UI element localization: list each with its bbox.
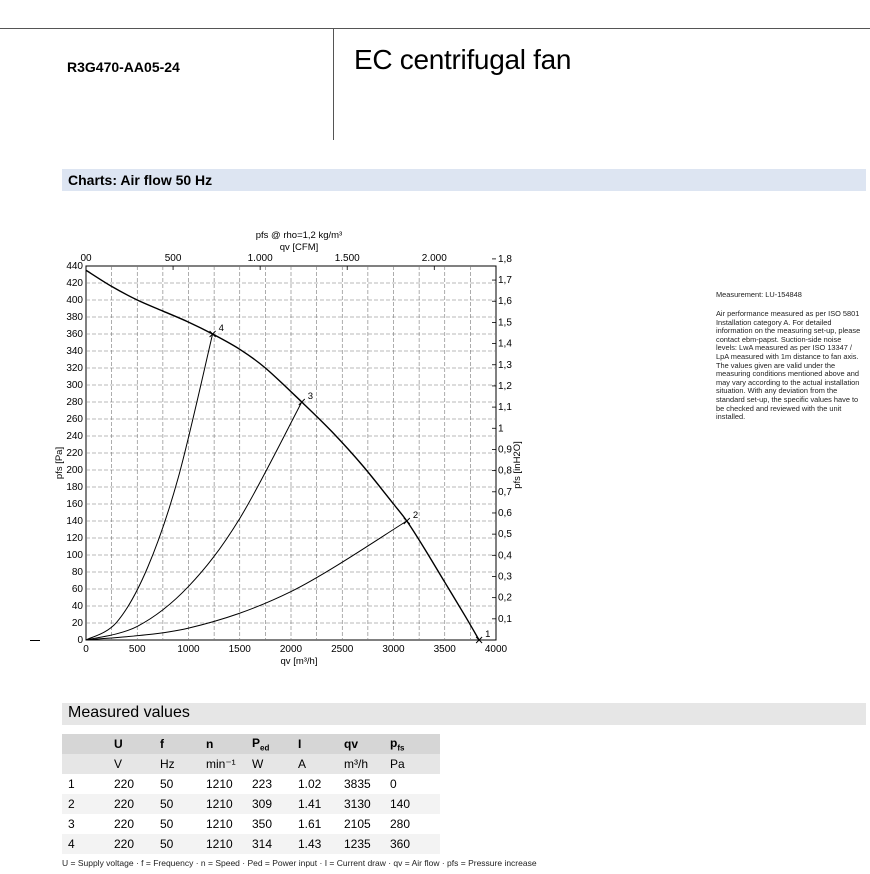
table-cell: [154, 774, 200, 794]
cell-text: W: [252, 757, 264, 771]
table-cell: [108, 814, 154, 834]
operating-point-label: 4: [218, 323, 224, 334]
right-tick-label: 0,2: [498, 592, 512, 604]
y-tick-label: 320: [66, 363, 83, 374]
y-tick-label: 160: [66, 499, 83, 510]
right-tick-label: 0,6: [498, 507, 512, 519]
y-tick-label: 120: [66, 533, 83, 544]
table-legend: U = Supply voltage · f = Frequency · n = Speed · Ped = Power input · I = Current draw · qv = Air flow · pfs = Pressure increase: [62, 858, 537, 868]
cell-text: 223: [252, 777, 273, 791]
cell-text: 220: [114, 817, 135, 831]
cell-text: 3: [68, 817, 75, 831]
table-cell: [292, 794, 338, 814]
cell-text: 50: [160, 837, 174, 851]
right-tick-label: 0,5: [498, 529, 512, 541]
table-cell: [200, 774, 246, 794]
cell-subscript: fs: [397, 743, 405, 753]
cell-text: 50: [160, 817, 174, 831]
right-tick-label: 1,1: [498, 402, 512, 414]
table-cell: [62, 834, 108, 854]
table-cell: [108, 774, 154, 794]
y-tick-label: 260: [66, 414, 83, 425]
right-tick-label: 0,4: [498, 550, 512, 562]
table-cell: [338, 754, 384, 774]
y-tick-label: 300: [66, 380, 83, 391]
measured-values-table: [62, 734, 440, 854]
note-line: information on the measuring set-up, please: [716, 326, 861, 336]
table-cell: [338, 814, 384, 834]
x-tick-label: 2000: [279, 644, 303, 655]
table-cell: [108, 794, 154, 814]
note-line: installed.: [716, 412, 746, 422]
table-cell: [292, 834, 338, 854]
table-cell: [246, 834, 292, 854]
note-line: be checked and reviewed with the unit: [716, 403, 842, 413]
y-tick-label: 400: [66, 295, 83, 306]
table-cell: [200, 734, 246, 754]
operating-point-label: 1: [485, 629, 491, 640]
top-tick-label: 500: [164, 253, 182, 264]
y-tick-label: 180: [66, 482, 83, 493]
cell-subscript: ed: [260, 743, 270, 753]
model-number: R3G470-AA05-24: [67, 59, 180, 75]
cell-text: 1210: [206, 797, 233, 811]
cell-text: V: [114, 757, 123, 771]
right-tick-label: 1,8: [498, 253, 512, 265]
table-cell: [62, 774, 108, 794]
cell-text: P: [252, 735, 261, 750]
cell-text: f: [160, 737, 164, 751]
cell-text: 1235: [344, 837, 371, 851]
cell-text: 350: [252, 817, 273, 831]
air-flow-chart: [0, 210, 560, 670]
x-tick-label: 0: [83, 644, 89, 655]
table-cell: [246, 754, 292, 774]
table-cell: [246, 794, 292, 814]
right-tick-label: 0,7: [498, 486, 512, 498]
cell-text: 314: [252, 837, 273, 851]
table-cell: [154, 754, 200, 774]
x-tick-label: 1500: [228, 644, 251, 655]
right-tick-label: 0,3: [498, 571, 512, 583]
cell-text: 1: [68, 777, 75, 791]
y-tick-label: 60: [71, 584, 83, 595]
measurement-id: Measurement: LU-154848: [716, 290, 802, 299]
y-tick-label: 380: [66, 312, 83, 323]
top-tick-label: 1.500: [334, 253, 360, 264]
right-tick-label: 1,6: [498, 296, 512, 308]
operating-point-label: 2: [412, 510, 419, 521]
x-tick-label: 3500: [433, 644, 456, 655]
x-axis-title: qv [m³/h]: [280, 656, 318, 667]
cell-text: 1210: [206, 777, 233, 791]
note-line: The values given are valid under the: [716, 360, 836, 370]
x-tick-label: 1000: [177, 644, 200, 655]
note-line: may vary according to the actual installation: [716, 377, 860, 387]
cell-text: p: [390, 735, 398, 750]
top-tick-label: 00: [80, 253, 92, 264]
table-row: [62, 814, 440, 834]
top-tick-label: 2.000: [421, 253, 447, 264]
table-cell: [200, 834, 246, 854]
product-title: EC centrifugal fan: [354, 44, 572, 75]
table-cell: [62, 814, 108, 834]
cell-text: 1.61: [298, 817, 322, 831]
cell-text: 1.43: [298, 837, 322, 851]
table-cell: [154, 794, 200, 814]
table-cell: [200, 814, 246, 834]
cell-text: 0: [390, 777, 397, 791]
right-axis-title: pfs [inH2O]: [512, 441, 523, 489]
right-tick-label: 1: [498, 423, 504, 435]
header-divider: [333, 28, 334, 140]
cell-text: 309: [252, 797, 273, 811]
right-tick-label: 0,9: [498, 444, 512, 456]
table-cell: [246, 774, 292, 794]
note-line: contact ebm-papst. Suction-side noise: [716, 334, 842, 344]
top-tick-label: 1.000: [247, 253, 273, 264]
cell-text: 3835: [344, 777, 371, 791]
measured-section-bar: [62, 703, 866, 725]
table-row: [62, 794, 440, 814]
table-row: [62, 834, 440, 854]
fan-curve: [86, 270, 479, 640]
charts-section-bar: [62, 169, 866, 191]
cell-text: A: [298, 757, 307, 771]
header-rule: [0, 28, 870, 29]
y-tick-label: 140: [66, 516, 83, 527]
chart-title: pfs @ rho=1,2 kg/m³: [255, 230, 343, 241]
table-cell: [338, 794, 384, 814]
y-tick-label: 200: [66, 465, 83, 476]
operating-point-label: 3: [307, 391, 314, 402]
table-cell: [384, 794, 440, 814]
cell-text: qv: [344, 737, 359, 751]
table-cell: [108, 734, 154, 754]
cell-text: Hz: [160, 757, 175, 771]
cell-text: I: [298, 737, 302, 751]
right-tick-label: 1,3: [498, 359, 512, 371]
cell-text: min⁻¹: [206, 757, 236, 771]
table-cell: [154, 734, 200, 754]
cell-text: 1.41: [298, 797, 322, 811]
table-cell: [384, 814, 440, 834]
y-tick-label: 40: [71, 601, 83, 612]
cell-text: Pa: [390, 757, 405, 771]
y-tick-label: 80: [71, 567, 83, 578]
cell-text: 220: [114, 777, 135, 791]
measured-section-title: Measured values: [68, 704, 190, 721]
table-cell: [384, 834, 440, 854]
cell-text: 50: [160, 797, 174, 811]
y-tick-label: 0: [77, 635, 83, 646]
cell-text: 140: [390, 797, 411, 811]
table-cell: [108, 834, 154, 854]
x-tick-label: 3000: [382, 644, 405, 655]
x-tick-label: 4000: [484, 644, 508, 655]
note-line: measuring conditions mentioned above and: [716, 369, 859, 379]
cell-text: 220: [114, 797, 135, 811]
margin-mark: [30, 640, 40, 641]
table-cell: [246, 814, 292, 834]
right-tick-label: 0,1: [498, 613, 512, 625]
table-cell: [154, 834, 200, 854]
cell-text: m³/h: [344, 757, 368, 771]
cell-text: 2105: [344, 817, 371, 831]
table-cell: [292, 814, 338, 834]
table-cell: [292, 734, 338, 754]
cell-text: 220: [114, 837, 135, 851]
table-row: [62, 734, 440, 754]
cell-text: 280: [390, 817, 411, 831]
table-cell: [292, 774, 338, 794]
table-cell: [292, 754, 338, 774]
note-line: Installation category A. For detailed: [716, 317, 832, 327]
note-line: situation. With any deviation from the: [716, 386, 838, 396]
x-tick-label: 500: [128, 644, 146, 655]
right-tick-label: 1,2: [498, 380, 512, 392]
note-line: LpA measured with 1m distance to fan axis.: [716, 351, 859, 361]
cell-text: 3130: [344, 797, 371, 811]
cell-text: 2: [68, 797, 75, 811]
top-axis-title: qv [CFM]: [279, 242, 319, 253]
cell-text: 1.02: [298, 777, 322, 791]
y-tick-label: 240: [66, 431, 83, 442]
right-tick-label: 0,8: [498, 465, 512, 477]
y-tick-label: 440: [66, 261, 83, 272]
table-cell: [384, 734, 440, 754]
table-cell: [384, 774, 440, 794]
measurement-notes: [716, 310, 866, 422]
y-tick-label: 340: [66, 346, 83, 357]
note-line: levels: LwA measured as per ISO 13347 /: [716, 343, 852, 353]
table-cell: [200, 754, 246, 774]
table-cell: [246, 734, 292, 754]
cell-text: U: [114, 737, 123, 751]
table-row: [62, 774, 440, 794]
table-cell: [62, 794, 108, 814]
y-tick-label: 360: [66, 329, 83, 340]
cell-text: 360: [390, 837, 411, 851]
table-cell: [338, 774, 384, 794]
table-cell: [108, 754, 154, 774]
cell-text: 1210: [206, 837, 233, 851]
right-tick-label: 1,5: [498, 317, 512, 329]
right-tick-label: 1,7: [498, 275, 512, 287]
cell-text: 50: [160, 777, 174, 791]
table-cell: [62, 754, 108, 774]
table-cell: [338, 734, 384, 754]
cell-text: n: [206, 737, 214, 751]
table-cell: [338, 834, 384, 854]
system-curve: [86, 521, 407, 640]
cell-text: 4: [68, 837, 75, 851]
note-line: Air performance measured as per ISO 5801: [716, 309, 860, 318]
y-tick-label: 20: [71, 618, 83, 629]
table-cell: [384, 754, 440, 774]
table-cell: [62, 734, 108, 754]
charts-section-title: Charts: Air flow 50 Hz: [68, 172, 213, 188]
table-row: [62, 754, 440, 774]
y-tick-label: 280: [66, 397, 83, 408]
note-line: standard set-up, the specific values have to: [716, 394, 859, 404]
right-tick-label: 1,4: [498, 338, 512, 350]
cell-text: 1210: [206, 817, 233, 831]
y-axis-title: pfs [Pa]: [54, 446, 65, 480]
y-tick-label: 220: [66, 448, 83, 459]
y-tick-label: 100: [66, 550, 83, 561]
y-tick-label: 420: [66, 278, 83, 289]
table-cell: [200, 794, 246, 814]
x-tick-label: 2500: [331, 644, 354, 655]
table-cell: [154, 814, 200, 834]
